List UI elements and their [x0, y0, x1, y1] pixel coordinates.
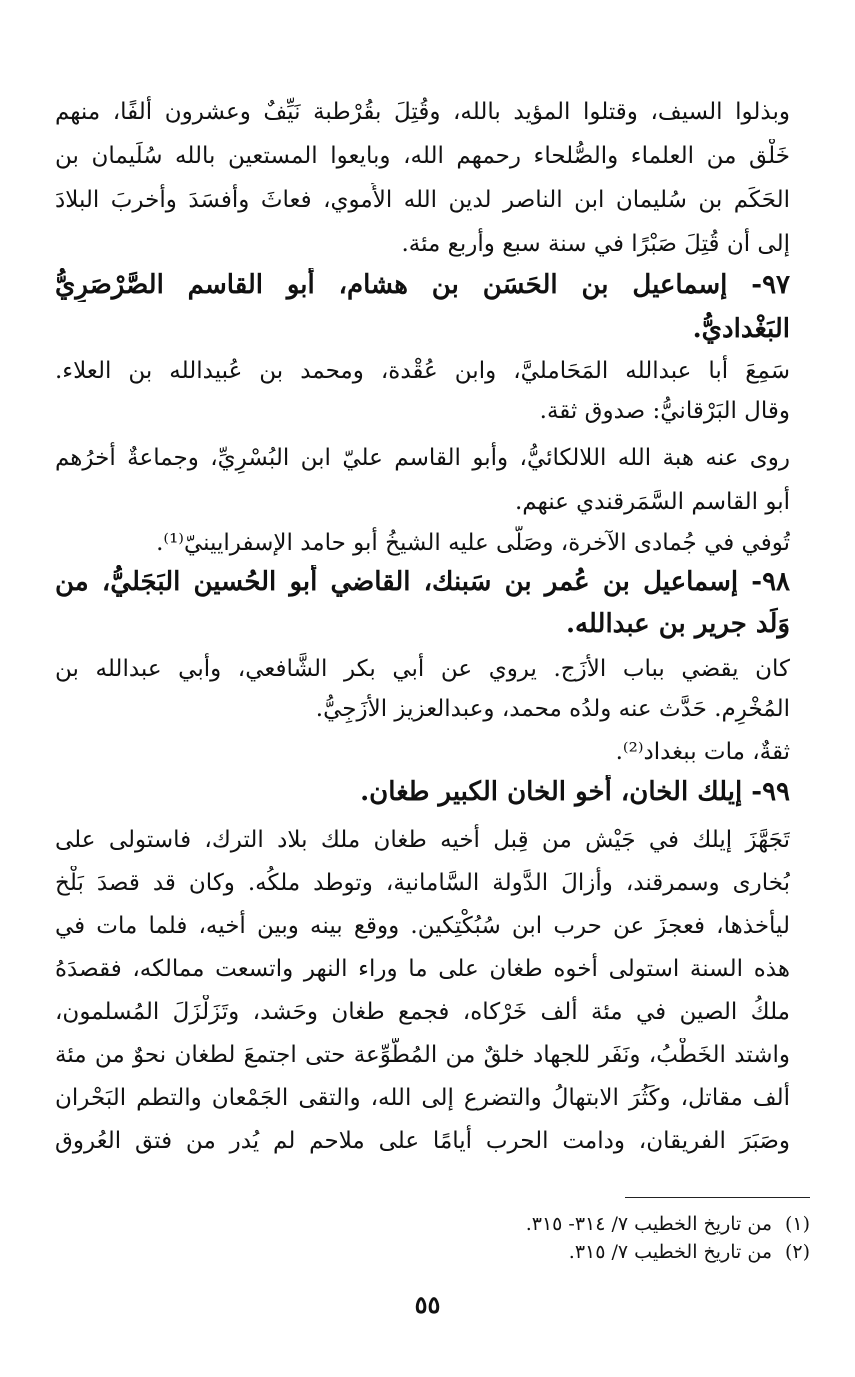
intro-line: الحَكَم بن سُليمان ابن الناصر لدين الله الأُموي، فعاثَ وأفسَدَ وأخربَ البلادَ [55, 187, 790, 213]
footnote-number: (١) [784, 1213, 810, 1235]
entry-99-heading: ٩٩- إيلك الخان، أخو الخان الكبير طغان. [360, 777, 790, 807]
entry-99-text: ملكُ الصين في مئة ألف خَرْكاه، فجمع طغان وحَشد، وتَزَلْزَلَ المُسلمون، [55, 999, 790, 1025]
entry-99-text: ألف مقاتل، وكَثُرَ الابتهالُ والتضرع إلى الله، والتقى الجَمْعان والتطم البَحْران [55, 1085, 790, 1111]
entry-97-text: وقال البَرْقانيُّ: صدوق ثقة. [539, 398, 790, 424]
entry-97-text: سَمِعَ أبا عبدالله المَحَامليَّ، وابن عُقْدة، ومحمد بن عُبيدالله بن العلاء. [55, 358, 790, 384]
footnote [45, 1210, 810, 1238]
intro-line: إلى أن قُتِلَ صَبْرًا في سنة سبع وأربع مئة. [401, 231, 790, 257]
entry-98-text: كان يقضي بباب الأزَج. يروي عن أبي بكر الشَّافعي، وأبي عبدالله بن [55, 656, 790, 682]
entry-98-heading: ٩٨- إسماعيل بن عُمر بن سَبنك، القاضي أبو الحُسين البَجَليُّ، من [55, 567, 790, 597]
entry-97-heading: البَغْداديُّ. [692, 314, 790, 344]
entry-99-text: تَجَهَّزَ إيلك في جَيْش من قِبل أخيه طغان ملك بلاد الترك، فاستولى على [55, 827, 790, 853]
footnote [45, 1238, 810, 1266]
entry-97-text: أبو القاسم السَّمَرقندي عنهم. [514, 489, 790, 515]
entry-99-text: هذه السنة استولى أخوه طغان على ما وراء النهر واتسعت ممالكه، فقصدَهُ [55, 956, 790, 982]
footnote-number: (٢) [784, 1241, 810, 1263]
entry-99-text: وصَبَرَ الفريقان، ودامت الحرب أيامًا على ملاحم لم يُدر من فتق العُروق [55, 1128, 790, 1154]
entry-97-text: روى عنه هبة الله اللالكائيُّ، وأبو القاسم عليّ ابن البُسْرِيِّ، وجماعةٌ أخرُهم [55, 445, 790, 471]
entry-99-text: واشتد الخَطْبُ، ونَفَر للجهاد خلقٌ من المُطَّوِّعة حتى اجتمعَ لطغان نحوٌ من مئة [55, 1042, 790, 1068]
entry-98-text: ثقةٌ، مات ببغداد⁽²⁾. [615, 739, 790, 765]
entry-98-text: المُخْرِم. حَدَّث عنه ولدُه محمد، وعبدالعزيز الأزَجِيُّ. [315, 696, 790, 722]
footnote-separator [625, 1197, 810, 1198]
intro-line: خَلْق من العلماء والصُّلحاء رحمهم الله، وبايعوا المستعين بالله سُلَيمان بن [55, 143, 790, 169]
footnote-text: من تاريخ الخطيب ٧/ ٣١٤- ٣١٥. [525, 1213, 772, 1235]
page-number: ٥٥ [414, 1290, 441, 1319]
footnote-text: من تاريخ الخطيب ٧/ ٣١٥. [568, 1241, 772, 1263]
entry-97-text: تُوفي في جُمادى الآخرة، وصَلَّى عليه الشيخُ أبو حامد الإسفرايينيّ⁽¹⁾. [156, 530, 790, 556]
intro-line: وبذلوا السيف، وقتلوا المؤيد بالله، وقُتِلَ بقُرْطبة نَيِّفٌ وعشرون ألفًا، منهم [55, 99, 790, 125]
entry-97-heading: ٩٧- إسماعيل بن الحَسَن بن هشام، أبو القاسم الصَّرْصَرِيُّ [55, 270, 790, 300]
entry-99-text: بُخارى وسمرقند، وأزالَ الدَّولة السَّامانية، وتوطد ملكُه. وكان قد قصدَ بَلْخ [55, 870, 790, 896]
entry-98-heading: وَلَد جرير بن عبدالله. [565, 609, 790, 639]
entry-99-text: ليأخذها، فعجزَ عن حرب ابن سُبُكْتِكين. ووقع بينه وبين أخيه، فلما مات في [55, 913, 790, 939]
